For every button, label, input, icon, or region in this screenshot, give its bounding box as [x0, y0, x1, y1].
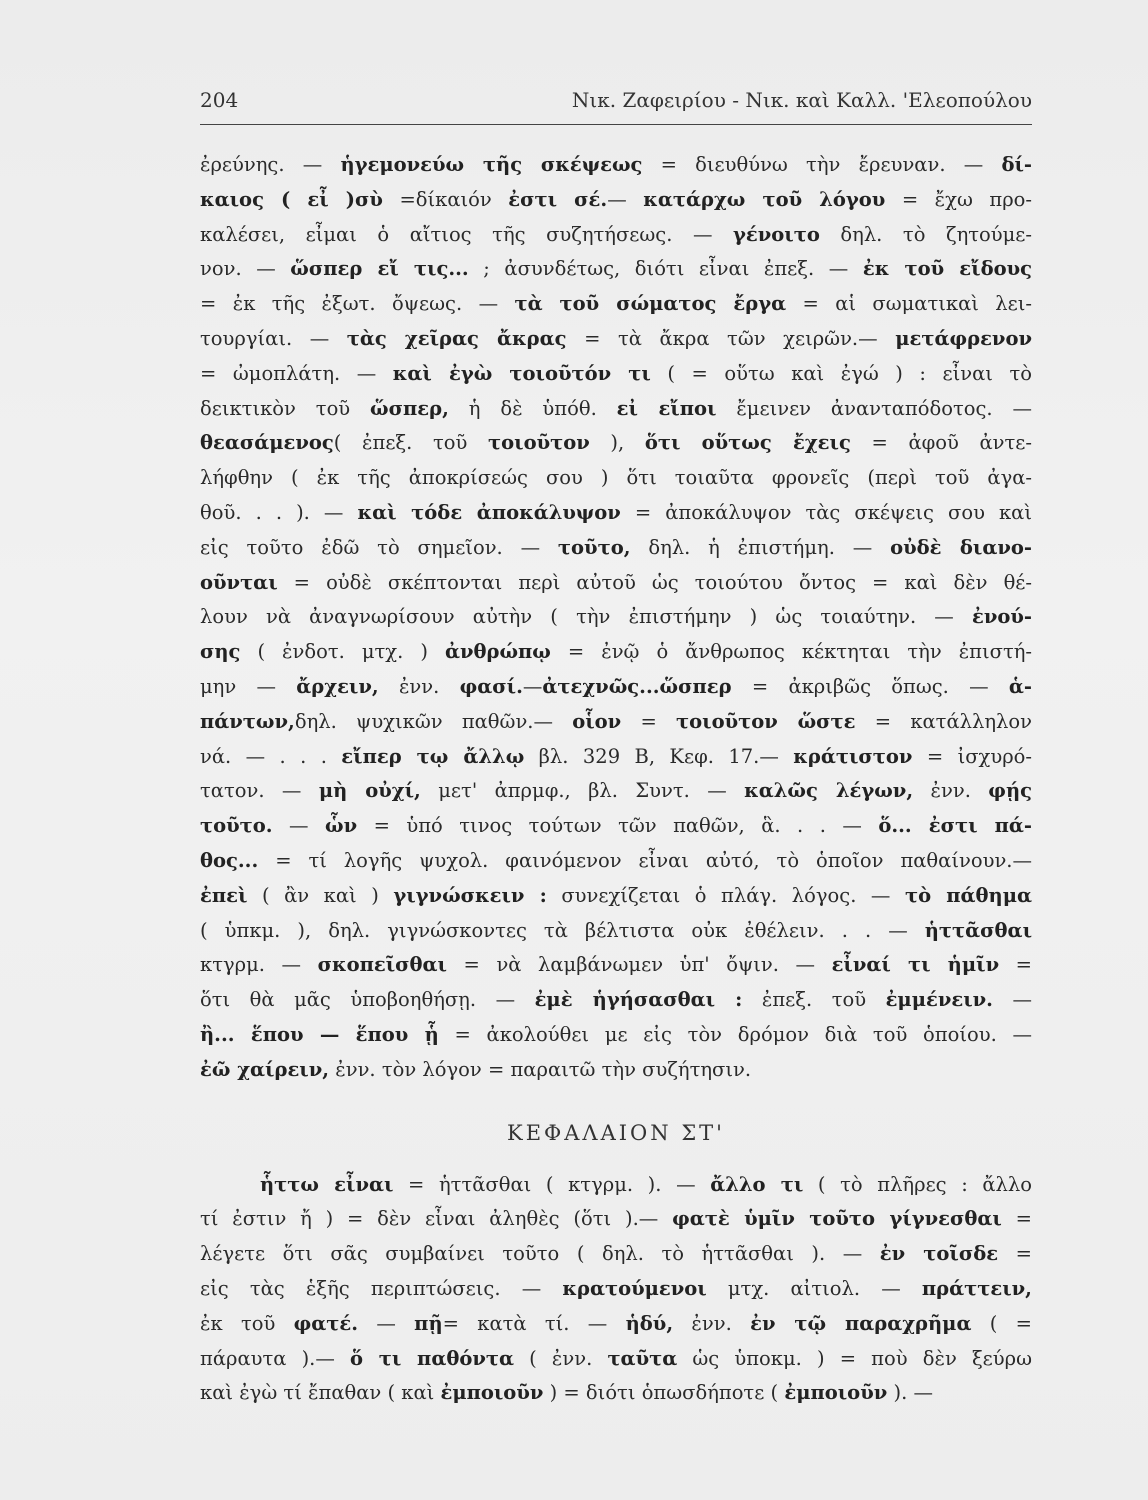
- lemma: οὐδὲ διανο-: [890, 535, 1032, 559]
- gloss: ἐνν.: [673, 1311, 751, 1335]
- text-line: [200, 461, 1032, 496]
- gloss: = ἰσχυρό-: [912, 744, 1032, 768]
- gloss: ). —: [887, 1381, 933, 1405]
- gloss: = κατάλληλον: [855, 709, 1032, 733]
- gloss: ὡς ὑποκμ. ) = ποὺ δὲν ξεύρω: [677, 1346, 1032, 1370]
- gloss: = ἀκριβῶς ὅπως. —: [731, 674, 1009, 698]
- main-text: [200, 148, 1032, 1478]
- text-line: [200, 914, 1032, 949]
- gloss: = τὰ ἄκρα τῶν χειρῶν.—: [566, 326, 896, 350]
- lemma: οῦνται: [200, 570, 278, 594]
- lemma: ἡττᾶσθαι: [924, 918, 1032, 942]
- lemma: ὅτι οὕτως ἔχεις: [644, 431, 851, 455]
- text-line: [200, 1018, 1032, 1053]
- lemma: κράτιστον: [793, 744, 913, 768]
- text-line: [200, 774, 1032, 809]
- gloss: ),: [589, 431, 645, 455]
- chapter-section: [200, 1168, 1032, 1412]
- gloss: δηλ. τὸ ζητούμε-: [819, 222, 1032, 246]
- lemma: σης: [200, 640, 241, 664]
- lemma: ἐμὲ ἡγήσασθαι :: [534, 988, 743, 1012]
- gloss: = ὑπό τινος τούτων τῶν παθῶν, ἃ. . . —: [357, 814, 879, 838]
- lemma: καὶ ἐγὼ τοιοῦτόν τι: [392, 361, 651, 385]
- text-line: [200, 1272, 1032, 1307]
- page-number: 204: [200, 88, 239, 112]
- lemma: πῇ: [414, 1311, 443, 1335]
- gloss: = ἀκολούθει με εἰς τὸν δρόμον διὰ τοῦ ὁποίου. —: [438, 1022, 1032, 1046]
- gloss: = ἀφοῦ ἀντε-: [850, 431, 1032, 455]
- lemma: τοῦτο,: [557, 535, 631, 559]
- gloss: εἰς τοῦτο ἐδῶ τὸ σημεῖον. —: [200, 535, 558, 559]
- gloss: καλέσει, εἶμαι ὁ αἴτιος τῆς συζητήσεως. —: [200, 222, 734, 246]
- text-line: [200, 844, 1032, 879]
- text-line: [200, 600, 1032, 635]
- gloss: ( = οὕτω καὶ ἐγώ ) : εἶναι τὸ: [650, 361, 1032, 385]
- gloss: τατον. —: [200, 779, 319, 803]
- gloss: ἐνν.: [378, 674, 460, 698]
- gloss: εἰς τὰς ἑξῆς περιπτώσεις. —: [200, 1276, 563, 1300]
- gloss: = τί λογῆς ψυχολ. φαινόμενον εἶναι αὐτό, τὸ ὁποῖον παθαίνουν.—: [258, 848, 1032, 872]
- lemma: ἀτεχνῶς...ὥσπερ: [542, 674, 732, 698]
- gloss: —: [272, 814, 326, 838]
- lemma: ἧττω εἶναι: [260, 1172, 394, 1196]
- lemma: ὧν: [325, 814, 358, 838]
- text-line: [200, 392, 1032, 427]
- text-line: [200, 983, 1032, 1018]
- gloss: λέγετε ὅτι σᾶς συμβαίνει τοῦτο ( δηλ. τὸ ἡττᾶσθαι ). —: [200, 1242, 880, 1266]
- lemma: μετάφρενον: [895, 326, 1032, 350]
- lemma: ὥσπερ,: [370, 396, 449, 420]
- lemma: ὅ τι παθόντα: [350, 1346, 515, 1370]
- lemma: ταῦτα: [607, 1346, 678, 1370]
- text-line: [200, 566, 1032, 601]
- gloss: = νὰ λαμβάνωμεν ὑπ' ὄψιν. —: [446, 953, 832, 977]
- lemma: ἐν τοῖσδε: [879, 1242, 999, 1266]
- lemma: θεασάμενος: [200, 431, 334, 455]
- gloss: = ἡττᾶσθαι ( κτγρμ. ). —: [393, 1172, 711, 1196]
- gloss: =: [999, 953, 1032, 977]
- lemma: κατάρχω τοῦ λόγου: [643, 187, 886, 211]
- text-line: [200, 322, 1032, 357]
- lemma: δί-: [1001, 153, 1032, 176]
- lemma: τοιοῦτον ὥστε: [676, 709, 856, 733]
- gloss: δεικτικὸν τοῦ: [200, 396, 371, 420]
- gloss: κτγρμ. —: [200, 953, 318, 977]
- text-line: [200, 879, 1032, 914]
- gloss: νά. — . . .: [200, 744, 342, 768]
- lemma: πράττειν,: [921, 1276, 1032, 1300]
- lemma: ἡγεμονεύω τῆς σκέψεως: [340, 153, 643, 176]
- text-line: [200, 287, 1032, 322]
- lemma: τὸ πάθημα: [904, 883, 1032, 907]
- gloss: συνεχίζεται ὁ πλάγ. λόγος. —: [546, 883, 905, 907]
- lemma: ἄρχειν,: [296, 674, 379, 698]
- text-line: [200, 1053, 1032, 1088]
- gloss: μην —: [200, 674, 297, 698]
- gloss: μτχ. αἰτιολ. —: [706, 1276, 922, 1300]
- gloss: ( τὸ πλῆρες : ἄλλο: [803, 1172, 1032, 1196]
- lemma: ἐστι σέ.: [508, 187, 608, 211]
- chapter-heading: ΚΕΦΑΛΑΙΟΝ ΣΤ': [507, 1120, 725, 1145]
- gloss: δηλ. ἡ ἐπιστήμη. —: [630, 535, 891, 559]
- gloss: = ἐνῷ ὁ ἄνθρωπος κέκτηται τὴν ἐπιστή-: [550, 640, 1032, 664]
- gloss: —: [522, 674, 543, 698]
- gloss: —: [992, 988, 1032, 1012]
- lemma: ἐπεὶ: [200, 883, 248, 907]
- gloss: ἐνν.: [913, 779, 989, 803]
- text-line: [200, 705, 1032, 740]
- gloss: ὅτι θὰ μᾶς ὑποβοηθήσῃ. —: [200, 988, 535, 1012]
- text-line: [200, 218, 1032, 253]
- gloss: ἡ δὲ ὑπόθ.: [448, 396, 617, 420]
- gloss: τουργίαι. —: [200, 326, 347, 350]
- gloss: πάραυτα ).—: [200, 1346, 351, 1370]
- page-header: [200, 84, 1032, 118]
- lemma: γένοιτο: [733, 222, 820, 246]
- gloss: νον. —: [200, 257, 291, 281]
- text-line: [200, 1376, 1032, 1411]
- text-line: [200, 1342, 1032, 1377]
- commentary-section: [200, 148, 1032, 1088]
- lemma: ὅ... ἐστι πά-: [878, 814, 1032, 838]
- lemma: πάντων,: [200, 709, 295, 733]
- gloss: =: [998, 1242, 1032, 1266]
- text-line: [200, 252, 1032, 287]
- gloss: = ἐκ τῆς ἐξωτ. ὄψεως. —: [200, 292, 515, 316]
- text-line: [200, 531, 1032, 566]
- gloss: ( ἂν καὶ ): [247, 883, 394, 907]
- lemma: σκοπεῖσθαι: [317, 953, 447, 977]
- gloss: = ἀποκάλυψον τὰς σκέψεις σου καὶ: [620, 500, 1032, 524]
- gloss: ἐρεύνης. —: [200, 153, 341, 176]
- gloss: =δίκαιόν: [382, 187, 509, 211]
- gloss: = ὠμοπλάτη. —: [200, 361, 393, 385]
- lemma: καιος ( εἶ )σὺ: [200, 187, 383, 211]
- lemma: εἴπερ τῳ ἄλλῳ: [341, 744, 525, 768]
- gloss: ( ἐνδοτ. μτχ. ): [240, 640, 445, 664]
- text-line: [200, 496, 1032, 531]
- gloss: ( ἐπεξ. τοῦ: [333, 431, 489, 455]
- text-line: [200, 809, 1032, 844]
- lemma: οἷον: [572, 709, 622, 733]
- lemma: εἶναί τι ἡμῖν: [831, 953, 1000, 977]
- lemma: φατέ.: [293, 1311, 359, 1335]
- text-line: [200, 740, 1032, 775]
- text-line: [200, 426, 1032, 461]
- gloss: ἐκ τοῦ: [200, 1311, 294, 1335]
- lemma: ἢ... ἕπου — ἕπου ᾗ: [200, 1022, 439, 1046]
- lemma: κρατούμενοι: [562, 1276, 707, 1300]
- lemma: εἰ εἴποι: [616, 396, 717, 420]
- running-title: Νικ. Ζαφειρίου - Νικ. καὶ Καλλ. 'Ελεοπούλου: [571, 88, 1032, 112]
- gloss: καὶ ἐγὼ τί ἔπαθαν ( καὶ: [200, 1381, 441, 1405]
- gloss: ( ὑπκμ. ), δηλ. γιγνώσκοντες τὰ βέλτιστα οὐκ ἐθέλειν. . . —: [200, 918, 925, 942]
- text-line: [200, 148, 1032, 183]
- text-line: [200, 357, 1032, 392]
- lemma: ὥσπερ εἴ τις...: [290, 257, 469, 281]
- lemma: τοῦτο.: [200, 814, 273, 838]
- lemma: μὴ οὐχί,: [318, 779, 421, 803]
- text-line: [200, 670, 1032, 705]
- text-line: [200, 1237, 1032, 1272]
- gloss: θοῦ. . . ). —: [200, 500, 358, 524]
- lemma: τὰ τοῦ σώματος ἔργα: [514, 292, 787, 316]
- gloss: —: [607, 187, 644, 211]
- gloss: = κατὰ τί. —: [442, 1311, 626, 1335]
- lemma: ἐν τῷ παραχρῆμα: [750, 1311, 972, 1335]
- gloss: βλ. 329 B, Κεφ. 17.—: [524, 744, 794, 768]
- gloss: ) = διότι ὁπωσδήποτε (: [543, 1381, 785, 1405]
- text-line: [200, 1307, 1032, 1342]
- lemma: ἐνού-: [971, 605, 1032, 629]
- gloss: ( ἐνν.: [514, 1346, 608, 1370]
- gloss: =: [1001, 1207, 1032, 1231]
- lemma: φῄς: [988, 779, 1032, 803]
- gloss: = οὐδὲ σκέπτονται περὶ αὐτοῦ ὡς τοιούτου ὄντος = καὶ δὲν θέ-: [277, 570, 1032, 594]
- gloss: λουν νὰ ἀναγνωρίσουν αὐτὴν ( τὴν ἐπιστήμην ) ὡς τοιαύτην. —: [200, 605, 972, 629]
- text-line: [200, 948, 1032, 983]
- lemma: ἐμποιοῦν: [440, 1381, 544, 1405]
- lemma: φασί.: [459, 674, 523, 698]
- lemma: ἐμμένειν.: [885, 988, 993, 1012]
- lemma: ἡδύ,: [625, 1311, 674, 1335]
- gloss: = διευθύνω τὴν ἔρευναν. —: [642, 153, 1002, 176]
- gloss: τί ἐστιν ἤ ) = δὲν εἶναι ἀληθὲς (ὅτι ).—: [200, 1207, 673, 1231]
- text-line: [200, 635, 1032, 670]
- lemma: ἐμποιοῦν: [784, 1381, 888, 1405]
- lemma: τὰς χεῖρας ἄκρας: [346, 326, 567, 350]
- gloss: μετ' ἀπρμφ., βλ. Συντ. —: [420, 779, 745, 803]
- lemma: ἀνθρώπῳ: [444, 640, 551, 664]
- gloss: ἐνν. τὸν λόγον = παραιτῶ τὴν συζήτησιν.: [329, 1057, 752, 1081]
- gloss: ἔμεινεν ἀνανταπόδοτος. —: [716, 396, 1032, 420]
- header-rule: [200, 124, 1032, 125]
- lemma: φατὲ ὑμῖν τοῦτο γίγνεσθαι: [672, 1207, 1002, 1231]
- gloss: λήφθην ( ἐκ τῆς ἀποκρίσεώς σου ) ὅτι τοιαῦτα φρονεῖς (περὶ τοῦ ἀγα-: [200, 466, 1032, 490]
- lemma: ἁ-: [1008, 674, 1032, 698]
- gloss: = ἔχω προ-: [885, 187, 1032, 211]
- gloss: ( =: [971, 1311, 1032, 1335]
- lemma: καὶ τόδε ἀποκάλυψον: [357, 500, 621, 524]
- lemma: ἐῶ χαίρειν,: [200, 1057, 330, 1081]
- gloss: δηλ. ψυχικῶν παθῶν.—: [294, 709, 573, 733]
- gloss: —: [358, 1311, 415, 1335]
- lemma: ἐκ τοῦ εἴδους: [862, 257, 1032, 281]
- gloss: = αἱ σωματικαὶ λει-: [786, 292, 1032, 316]
- lemma: θος...: [200, 848, 259, 872]
- lemma: ἄλλο τι: [710, 1172, 804, 1196]
- lemma: καλῶς λέγων,: [744, 779, 914, 803]
- text-line: [200, 1168, 1032, 1203]
- gloss: =: [621, 709, 677, 733]
- lemma: γιγνώσκειν :: [393, 883, 547, 907]
- lemma: τοιοῦτον: [488, 431, 590, 455]
- text-line: [200, 183, 1032, 218]
- text-line: [200, 1202, 1032, 1237]
- gloss: ἐπεξ. τοῦ: [742, 988, 886, 1012]
- gloss: ; ἀσυνδέτως, διότι εἶναι ἐπεξ. —: [468, 257, 863, 281]
